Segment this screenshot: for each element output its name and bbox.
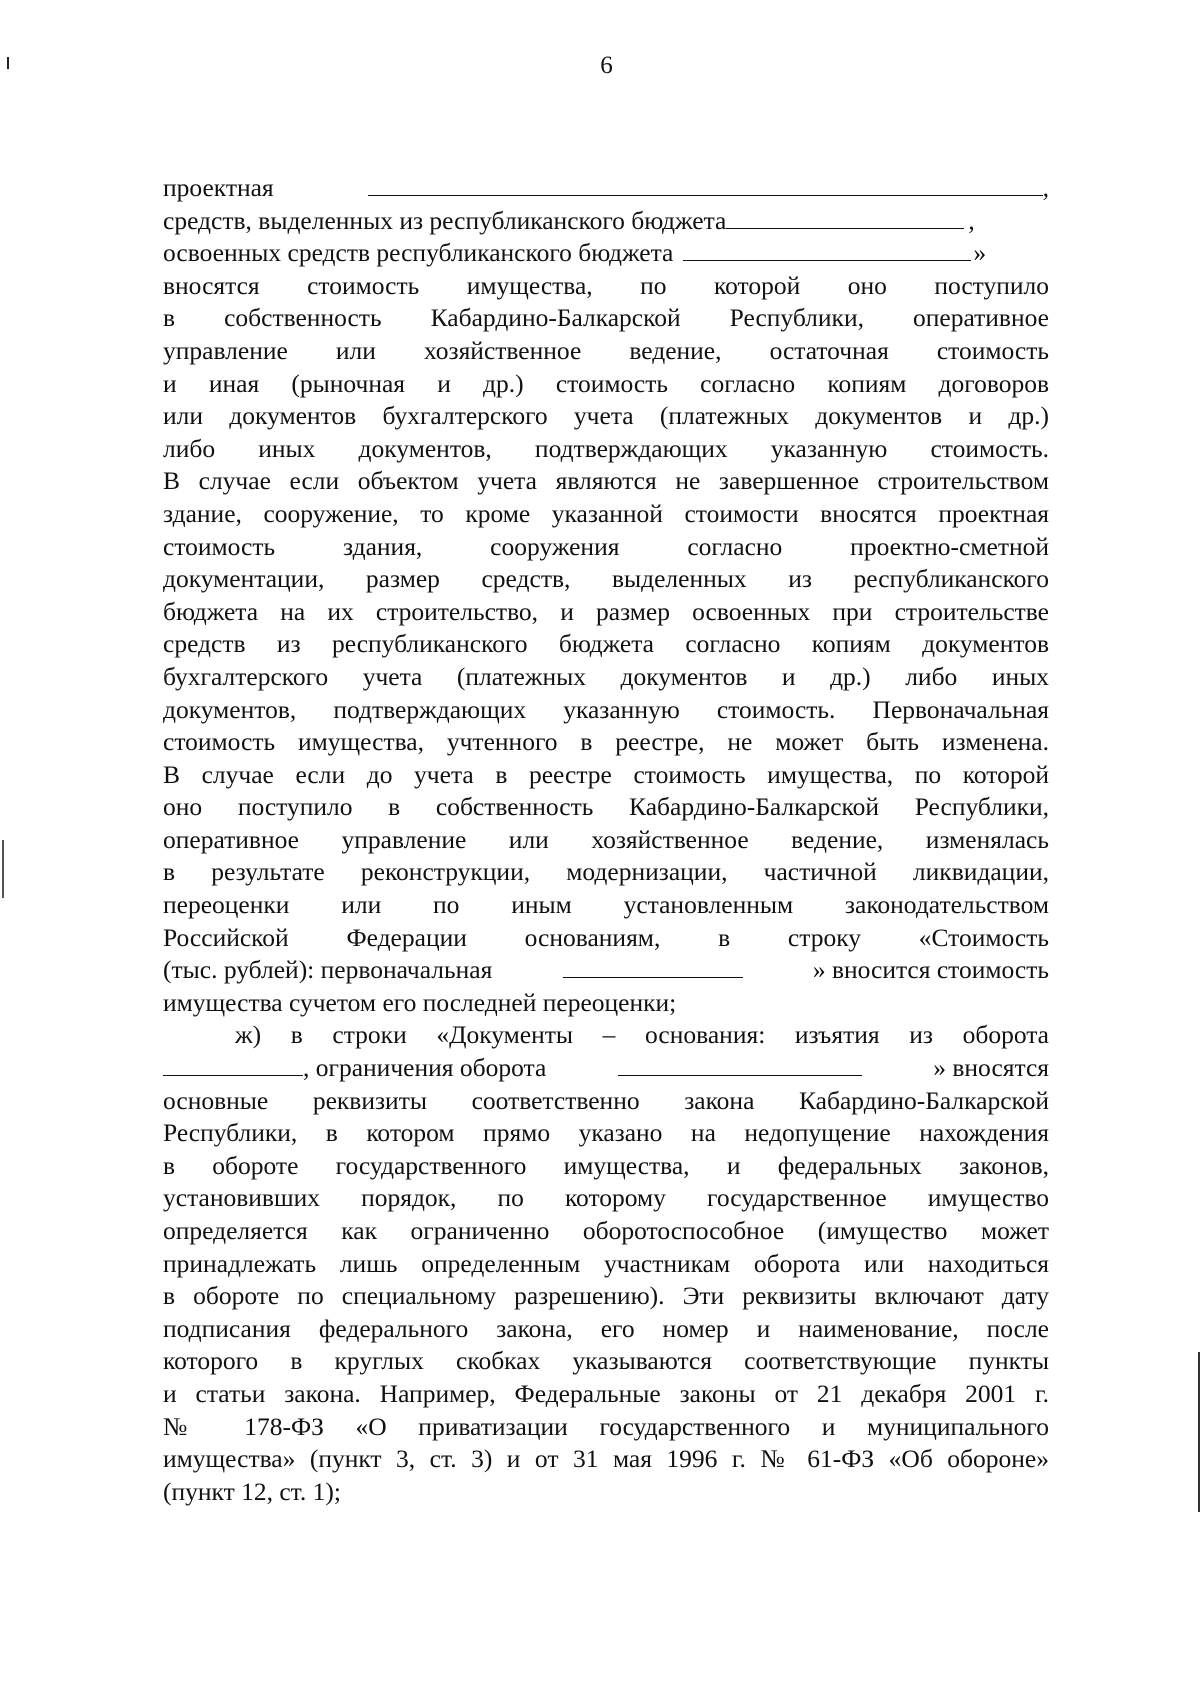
- page-number: 6: [600, 52, 613, 79]
- text-line-last: имущества сучетом его последней переоценки;: [163, 987, 677, 1017]
- form-label-allocated: средств, выделенных из республиканского бюджета: [163, 205, 727, 235]
- text-line: В случае если до учета в реестре стоимость имущества, по которой: [163, 759, 1049, 789]
- text-line: определяется как ограниченно оборотоспособное (имущество может: [163, 1216, 1049, 1245]
- form-label-design: проектная: [163, 173, 274, 202]
- blank-line-end: » вносятся: [933, 1053, 1049, 1083]
- blank-line-middle: , ограничения оборота: [303, 1053, 547, 1083]
- form-line-spent-funds: [163, 237, 1049, 270]
- text-line: документации, размер средств, выделенных из республиканского: [163, 564, 1049, 594]
- form-line-design-cost: [163, 172, 1049, 205]
- form-blank-spent: [683, 239, 971, 261]
- text-line: в обороте государственного имущества, и федеральных законов,: [163, 1150, 1049, 1180]
- text-line: Российской Федерации основаниям, в строку «Стоимость: [163, 922, 1049, 952]
- text-line: стоимость имущества, учтенного в реестре, не может быть изменена.: [163, 727, 1049, 757]
- form-blank-allocated: [726, 207, 964, 229]
- text-line: оперативное управление или хозяйственное ведение, изменялась: [163, 824, 1049, 854]
- form-label-spent: освоенных средств республиканского бюджета: [163, 238, 674, 268]
- document-body: [163, 172, 1049, 1508]
- scan-mark-left-edge: [2, 840, 4, 898]
- text-line: в обороте по специальному разрешению). Эти реквизиты включают дату: [163, 1281, 1049, 1311]
- text-line: бюджета на их строительство, и размер освоенных при строительстве: [163, 596, 1049, 626]
- text-line: № 178-ФЗ «О приватизации государственного и муниципального: [163, 1411, 1049, 1441]
- text-line: документов, подтверждающих указанную стоимость. Первоначальная: [163, 694, 1049, 724]
- text-line: В случае если объектом учета являются не завершенное строительством: [163, 466, 1049, 496]
- text-line: в собственность Кабардино-Балкарской Республики, оперативное: [163, 303, 1049, 333]
- form-end-spent: »: [973, 238, 987, 268]
- text-line-indented: ж) в строки «Документы – основания: изъятия из оборота: [235, 1020, 1049, 1050]
- text-line: основные реквизиты соответственно закона Кабардино-Балкарской: [163, 1085, 1049, 1115]
- text-line: и иная (рыночная и др.) стоимость согласно копиям договоров: [163, 368, 1049, 398]
- text-line: оно поступило в собственность Кабардино-Балкарской Республики,: [163, 792, 1049, 822]
- text-line: подписания федерального закона, его номер и наименование, после: [163, 1313, 1049, 1343]
- text-line: управление или хозяйственное ведение, остаточная стоимость: [163, 335, 1049, 365]
- form-blank-initial-cost: [563, 956, 743, 978]
- text-line: переоценки или по иным установленным законодательством: [163, 890, 1049, 920]
- text-line: средств из республиканского бюджета согласно копиям документов: [163, 629, 1049, 659]
- text-line: которого в круглых скобках указываются соответствующие пункты: [163, 1346, 1049, 1376]
- text-line: стоимость здания, сооружения согласно проектно-сметной: [163, 531, 1049, 561]
- form-end-design: ,: [1042, 173, 1049, 202]
- text-line: принадлежать лишь определенным участникам оборота или находиться: [163, 1248, 1049, 1278]
- text-line-last: (пункт 12, ст. 1);: [163, 1476, 341, 1506]
- paragraph-documents-basis: [163, 1019, 1049, 1508]
- paragraph-cost-details: [163, 270, 1049, 1020]
- form-line-allocated-funds: [163, 205, 1049, 238]
- text-line-with-blanks: [163, 1052, 1049, 1085]
- text-line: либо иных документов, подтверждающих указанную стоимость.: [163, 433, 1049, 463]
- text-line-with-blank: [163, 954, 1049, 987]
- text-line: вносятся стоимость имущества, по которой оно поступило: [163, 270, 1049, 300]
- text-line: или документов бухгалтерского учета (платежных документов и др.): [163, 401, 1049, 431]
- text-line: бухгалтерского учета (платежных документов и др.) либо иных: [163, 661, 1049, 691]
- text-line: установивших порядок, по которому государственное имущество: [163, 1183, 1049, 1213]
- form-blank-design: [368, 174, 1043, 196]
- form-end-allocated: ,: [968, 205, 975, 235]
- form-blank-restriction: [618, 1054, 862, 1076]
- text-line: Республики, в котором прямо указано на недопущение нахождения: [163, 1118, 1049, 1148]
- text-line: здание, сооружение, то кроме указанной стоимости вносятся проектная: [163, 498, 1049, 528]
- form-blank-withdrawal: [163, 1054, 303, 1076]
- blank-line-before: (тыс. рублей): первоначальная: [163, 955, 493, 985]
- text-line: имущества» (пункт 3, ст. 3) и от 31 мая 1996 г. № 61-ФЗ «Об обороне»: [163, 1444, 1049, 1474]
- text-line: и статьи закона. Например, Федеральные законы от 21 декабря 2001 г.: [163, 1378, 1049, 1408]
- text-line: в результате реконструкции, модернизации, частичной ликвидации,: [163, 857, 1049, 887]
- blank-line-after: » вносится стоимость: [812, 955, 1049, 985]
